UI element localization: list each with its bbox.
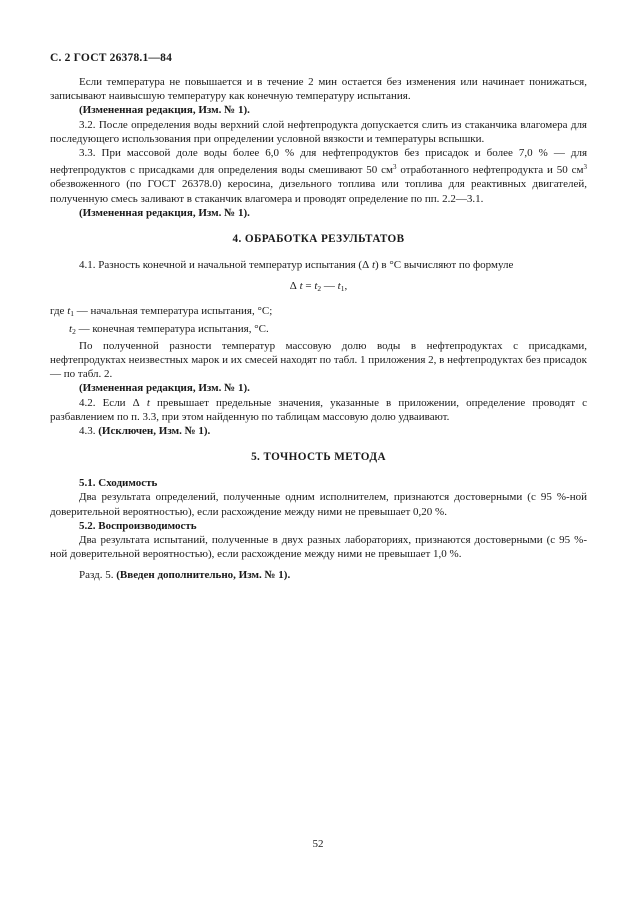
formula: [50, 279, 587, 296]
paragraph-4-1: [50, 258, 587, 272]
paragraph-4-1-part-a: 4.1. Разность конечной и начальной температур испытания (: [79, 259, 363, 272]
formula-lhs: t: [296, 280, 303, 293]
formula-t2-subscript: 2: [317, 284, 322, 294]
paragraph-3-3: [50, 146, 587, 206]
section-5-note: [50, 568, 587, 582]
superscript: 3: [583, 163, 587, 172]
where-text: — начальная температура испытания, °С;: [74, 305, 273, 318]
paragraph-4-2-part-a: 4.2. Если: [79, 396, 133, 409]
paragraph-3-3-part-c: обезвоженного (по ГОСТ 26378.0) керосина, дизельного топлива или топлива для реактивных двигателей, полученную смесь заливают в стаканчик влагомера и проводят определение по пп. 2.2—3.1.: [50, 178, 587, 205]
formula-t2: t: [314, 280, 318, 293]
subsection-5-1-title: 5.1. Сходимость: [79, 477, 158, 490]
paragraph-4-3-number: 4.3.: [79, 425, 99, 438]
delta-symbol: Δ: [362, 259, 370, 272]
where-subscript: 1: [70, 309, 75, 319]
section-4-title: 4. ОБРАБОТКА РЕЗУЛЬТАТОВ: [232, 233, 405, 246]
formula-t1: t: [337, 280, 341, 293]
where-line-2: [50, 322, 587, 339]
formula-end: ,: [344, 280, 348, 293]
variable-t: t: [139, 396, 150, 409]
where-variable: t: [69, 322, 73, 335]
formula-minus: —: [321, 280, 338, 293]
formula-equals: =: [302, 280, 315, 293]
formula-delta: Δ: [289, 280, 297, 293]
section-5-title: 5. ТОЧНОСТЬ МЕТОДА: [251, 451, 386, 464]
section-5-note-text: (Введен дополнительно, Изм. № 1).: [116, 569, 291, 582]
variable-t: t: [369, 259, 375, 272]
paragraph-5-2: Два результата испытаний, полученные в двух разных лабораториях, признаются достоверными (с 95 %-ной доверительной вероятностью), если расхождение между ними не превышает 1,0 %.: [50, 534, 587, 561]
amendment-note: (Измененная редакция, Изм. № 1).: [79, 206, 250, 219]
amendment-note: (Измененная редакция, Изм. № 1).: [79, 104, 250, 117]
page-content: [50, 75, 587, 583]
paragraph-4-3: [50, 424, 587, 438]
paragraph-4-2: [50, 396, 587, 424]
paragraph-3-3-part-b: отработанного нефтепродукта и 50 см: [396, 164, 584, 177]
paragraph-4-1-part-b: ) в °С вычисляют по формуле: [375, 259, 514, 272]
amendment-note: (Измененная редакция, Изм. № 1).: [79, 382, 250, 395]
page-number: 52: [312, 838, 324, 850]
subsection-5-2-title: 5.2. Воспроизводимость: [79, 519, 197, 532]
paragraph-temperature: Если температура не повышается и в течение 2 мин остается без изменения или начинает понижаться, записывают наивысшую температуру как конечную температуру испытания.: [50, 76, 587, 103]
where-variable: t: [67, 305, 71, 318]
paragraph-4-3-note: (Исключен, Изм. № 1).: [98, 425, 211, 438]
page-header: С. 2 ГОСТ 26378.1—84: [50, 52, 173, 64]
superscript: 3: [393, 163, 397, 172]
formula-t1-subscript: 1: [340, 284, 345, 294]
delta-symbol: Δ: [132, 396, 140, 409]
paragraph-3-3-part-a: 3.3. При массовой доле воды более 6,0 % для нефтепродуктов без присадок и более 7,0 % — для нефтепродуктов с присадками для определения воды смешивают 50 см: [50, 147, 587, 177]
where-line-1: [50, 304, 587, 321]
where-subscript: 2: [72, 326, 76, 336]
section-5-note-label: Разд. 5.: [79, 569, 117, 582]
paragraph-3-2: 3.2. После определения воды верхний слой нефтепродукта допускается слить из стаканчика влагомера для последующего использования при определении условной вязкости и температуры вспышки.: [50, 118, 587, 145]
where-text: — конечная температура испытания, °С.: [75, 322, 269, 335]
paragraph-5-1: Два результата определений, полученные одним исполнителем, признаются достоверными (с 95 %-ной доверительной вероятностью), если расхождение между ними не превышает 0,20 %.: [50, 491, 587, 518]
where-prefix: где: [50, 305, 68, 318]
paragraph-4-2-part-b: превышает предельные значения, указанные в приложении, определение проводят с разбавлением по п. 3.3, при этом найденную по таблицам массовую долю удваивают.: [50, 396, 588, 423]
paragraph-by-difference: По полученной разности температур массовую долю воды в нефтепродуктах с присадками, нефтепродуктах неизвестных марок и их смесей находят по табл. 1 приложения 2, в нефтепродуктах без присадок — по табл. 2.: [50, 339, 587, 381]
